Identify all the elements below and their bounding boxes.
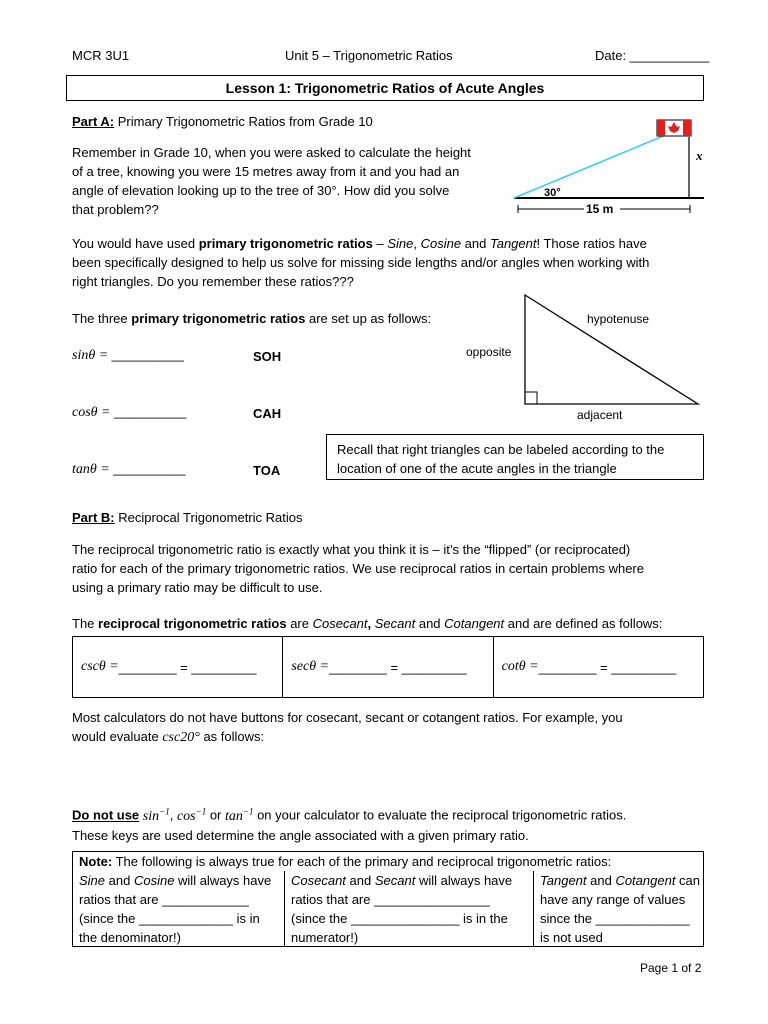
text: will always have (415, 873, 513, 888)
cot-expression: cotθ = (501, 659, 539, 674)
term-cosecant: Cosecant (312, 616, 368, 631)
note-line: (since the _____________ is in (79, 911, 260, 926)
flag-icon (657, 120, 691, 136)
cot-cell (494, 637, 703, 697)
csc-cell (73, 637, 283, 697)
tan-expression: tanθ = (72, 462, 114, 477)
part-b-paragraph-1 (72, 540, 702, 597)
part-a-label: Part A: (72, 114, 115, 129)
part-b-paragraph-3 (72, 708, 702, 747)
text: can (675, 873, 701, 888)
cos-expression: cosθ = (72, 405, 114, 420)
text: and (105, 873, 134, 888)
p2-line-1 (72, 234, 702, 253)
p3-line (72, 727, 702, 747)
term: Cotangent (615, 873, 676, 888)
text: and (586, 873, 616, 888)
distance-label: 15 m (586, 202, 614, 216)
recall-note (326, 434, 704, 480)
date-field: Date: ___________ (595, 48, 710, 63)
opposite-label: opposite (466, 345, 512, 359)
note-line (79, 871, 284, 890)
term-cosine: Cosine (420, 236, 462, 251)
exponent: −1 (242, 806, 254, 816)
csc-blanks: ________ = _________ (118, 659, 257, 675)
elevation-figure (508, 112, 708, 222)
note-line: numerator!) (291, 930, 359, 945)
sin-blank: __________ (111, 347, 184, 362)
part-a-paragraph-3 (72, 311, 431, 326)
note-header (73, 852, 703, 871)
term: Cosecant (291, 873, 346, 888)
part-a-heading (72, 114, 373, 129)
text: would evaluate (72, 729, 163, 744)
intro-line: that problem?? (72, 202, 159, 217)
cot-blanks: ________ = _________ (538, 659, 677, 675)
hypotenuse-label: hypotenuse (587, 312, 650, 326)
adjacent-label: adjacent (577, 408, 623, 422)
text: are set up as follows: (305, 311, 432, 326)
term-cotangent: Cotangent (444, 616, 505, 631)
p2-line-3: right triangles. Do you remember these ratios??? (72, 274, 354, 289)
sec-expression: secθ = (291, 659, 330, 674)
mnemonic-toa: TOA (253, 463, 281, 478)
text: will always have (174, 873, 272, 888)
p1-line: ratio for each of the primary trigonometric ratios. We use reciprocal ratios in certain problems where (72, 561, 644, 576)
text: , (413, 236, 421, 251)
text: and (461, 236, 490, 251)
tan-text: tan (225, 808, 243, 824)
mnemonic-soh: SOH (253, 349, 282, 364)
sec-blanks: ________ = _________ (329, 659, 467, 675)
warning-line-2: These keys are used determine the angle associated with a given primary ratio. (72, 827, 529, 843)
text: or (206, 807, 225, 823)
inverse-tan (225, 806, 254, 824)
part-b-title: Reciprocal Trigonometric Ratios (118, 510, 303, 525)
note-line: since the _____________ (540, 911, 690, 926)
term: Cosine (133, 873, 175, 888)
text: , (169, 807, 177, 823)
height-label: x (696, 148, 703, 163)
right-triangle-diagram (520, 292, 705, 408)
note-line: have any range of values (540, 892, 686, 907)
p2-line-2: been specifically designed to help us solve for missing side lengths and/or angles when working with (72, 255, 650, 270)
lesson-title: Lesson 1: Trigonometric Ratios of Acute Angles (66, 75, 704, 101)
sin-text: sin (142, 808, 160, 824)
text: are (286, 616, 313, 631)
text: The (72, 616, 99, 631)
intro-line: Remember in Grade 10, when you were asked to calculate the height (72, 145, 471, 160)
p1-line: The reciprocal trigonometric ratio is exactly what you think it is – it’s the “flipped” (or reciprocated) (72, 542, 631, 557)
text: and (415, 616, 445, 631)
note-col-cosecant-secant (285, 871, 534, 947)
term-secant: Secant (374, 616, 416, 631)
exponent: −1 (195, 806, 207, 816)
text: and (345, 873, 375, 888)
note-line (540, 871, 703, 890)
part-a-intro (72, 143, 512, 219)
cos-blank: __________ (114, 404, 187, 419)
text: – (372, 236, 388, 251)
p1-line: using a primary ratio may be difficult to use. (72, 580, 323, 595)
mnemonic-cah: CAH (253, 406, 282, 421)
note-line: the denominator!) (79, 930, 181, 945)
part-a-title: Primary Trigonometric Ratios from Grade 10 (117, 114, 373, 129)
part-b-label: Part B: (72, 510, 115, 525)
csc20-expression: csc20° (162, 730, 200, 745)
text: as follows: (199, 729, 265, 744)
term: Sine (79, 873, 106, 888)
term-tangent: Tangent (489, 236, 537, 251)
reciprocal-ratio-table (72, 636, 704, 698)
tan-blank: __________ (113, 461, 186, 476)
recall-line: Recall that right triangles can be labeled according to the (337, 442, 665, 457)
note-col-tangent-cotangent (534, 871, 703, 947)
term: Tangent (540, 873, 587, 888)
recall-line: location of one of the acute angles in the triangle (337, 461, 617, 476)
cos-text: cos (176, 808, 196, 824)
term-primary-ratios: primary trigonometric ratios (131, 311, 306, 326)
part-a-paragraph-2 (72, 234, 702, 291)
calculator-warning (72, 802, 712, 845)
right-angle-marker (525, 392, 537, 404)
p3-line: Most calculators do not have buttons for cosecant, secant or cotangent ratios. For example, you (72, 710, 623, 725)
text: and are defined as follows: (504, 616, 663, 631)
note-line: is not used (540, 930, 603, 945)
term-reciprocal-ratios: reciprocal trigonometric ratios (98, 616, 287, 631)
warning-line-1 (72, 802, 712, 826)
note-col-sine-cosine (73, 871, 285, 947)
text: on your calculator to evaluate the reciprocal trigonometric ratios. (253, 807, 627, 823)
text: The three (72, 311, 132, 326)
unit-title: Unit 5 – Trigonometric Ratios (285, 48, 453, 63)
note-line: ratios that are ____________ (79, 892, 249, 907)
warning-label: Do not use (72, 807, 140, 823)
sin-expression: sinθ = (72, 348, 112, 363)
text: , (367, 616, 375, 631)
note-row (73, 871, 703, 947)
intro-line: angle of elevation looking up to the tree of 30°. How did you solve (72, 183, 450, 198)
angle-label: 30° (544, 187, 561, 199)
text: ! Those ratios have (536, 236, 647, 251)
part-b-paragraph-2 (72, 616, 662, 631)
term-primary-ratios: primary trigonometric ratios (198, 236, 373, 251)
inverse-sin (142, 806, 170, 824)
text: You would have used (72, 236, 199, 251)
note-label: Note: (79, 854, 113, 869)
sec-cell (283, 637, 493, 697)
exponent: −1 (159, 806, 170, 816)
page-number: Page 1 of 2 (640, 961, 702, 975)
ratio-tan (72, 461, 186, 478)
note-text: The following is always true for each of the primary and reciprocal trigonometric ratios: (112, 854, 612, 869)
note-line: ratios that are ________________ (291, 892, 490, 907)
ratio-sin (72, 347, 184, 364)
note-table (72, 851, 704, 947)
course-code: MCR 3U1 (72, 48, 130, 63)
term-sine: Sine (387, 236, 414, 251)
inverse-cos (176, 806, 207, 824)
part-b-heading (72, 510, 302, 525)
note-line: (since the _______________ is in the (291, 911, 508, 926)
intro-line: of a tree, knowing you were 15 metres away from it and you had an (72, 164, 460, 179)
csc-expression: cscθ = (81, 659, 119, 674)
note-line (291, 871, 533, 890)
ratio-cos (72, 404, 186, 421)
term: Secant (374, 873, 416, 888)
sightline (514, 134, 668, 198)
